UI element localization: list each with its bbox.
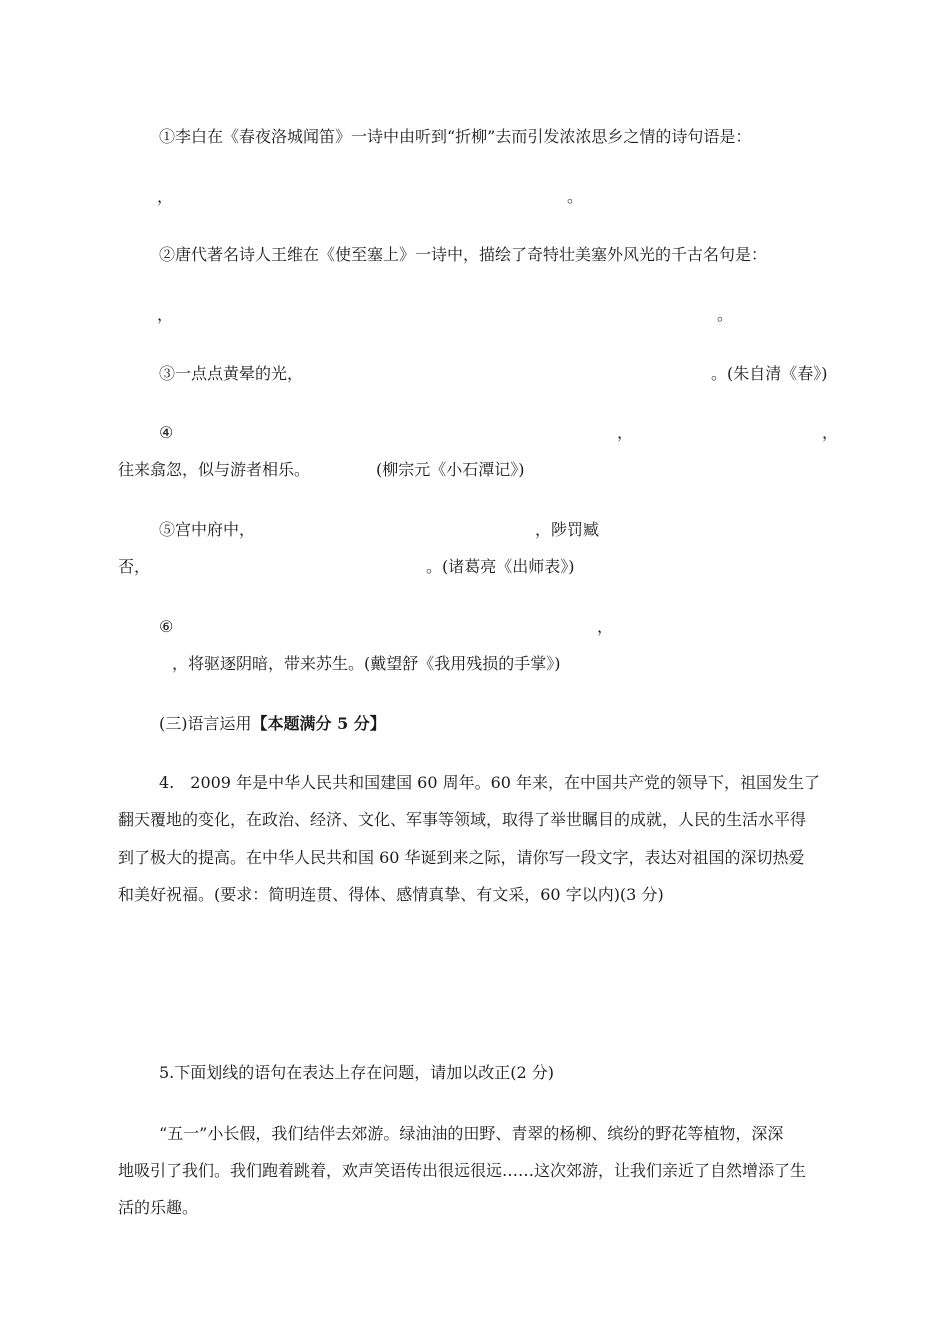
question5-line-3: 活的乐趣。: [118, 1198, 199, 1217]
q6-line2: ，将驱逐阴暗，带来苏生。(戴望舒《我用残损的手掌》): [172, 654, 561, 673]
question4-line-2: 翻天覆地的变化，在政治、经济、文化、军事等领域，取得了举世瞩目的成就，人民的生活水平得: [118, 810, 807, 829]
section3-heading-plain: (三)语言运用: [159, 714, 252, 733]
q2-answer-period: 。: [717, 305, 734, 324]
q6-comma: ，: [597, 617, 614, 636]
q2-answer-comma: ，: [157, 305, 174, 324]
section3-heading: [159, 714, 386, 734]
q5-prefix: ⑤宫中府中，: [159, 520, 256, 539]
q4-line2: 往来翕忽，似与游者相乐。: [118, 460, 311, 479]
q3-prefix: ③一点点黄晕的光，: [159, 364, 304, 383]
q5-mid: ，陟罚臧: [535, 520, 600, 539]
question5-prompt: 5.下面划线的语句在表达上存在问题，请加以改正(2 分): [159, 1063, 555, 1082]
q4-comma-2: ，: [822, 423, 839, 442]
q6-marker: ⑥: [159, 617, 174, 636]
section3-heading-bold: 【本题满分 5 分】: [251, 714, 386, 733]
q4-comma-1: ，: [617, 423, 634, 442]
question5-line-2: 地吸引了我们。我们跑着跳着，欢声笑语传出很远很远……这次郊游，让我们亲近了自然增添了生: [118, 1161, 807, 1180]
q2-prompt: ②唐代著名诗人王维在《使至塞上》一诗中，描绘了奇特壮美塞外风光的千古名句是：: [159, 245, 768, 264]
question4-line-4: 和美好祝福。(要求：简明连贯、得体、感情真挚、有文采，60 字以内)(3 分): [118, 885, 664, 904]
q1-answer-period: 。: [567, 187, 584, 206]
q4-source: (柳宗元《小石潭记》): [376, 460, 525, 479]
q4-marker: ④: [159, 423, 174, 442]
q5-source: 。(诸葛亮《出师表》): [426, 557, 575, 576]
q3-suffix: 。(朱自清《春》): [711, 364, 828, 383]
question4-line-1: 4. 2009 年是中华人民共和国建国 60 周年。60 年来，在中国共产党的领导下，祖国发生了: [159, 773, 821, 792]
question5-line-1: “五一”小长假，我们结伴去郊游。绿油油的田野、青翠的杨柳、缤纷的野花等植物，深深: [159, 1124, 784, 1143]
q1-prompt: ①李白在《春夜洛城闻笛》一诗中由听到“折柳”去而引发浓浓思乡之情的诗句语是：: [159, 127, 752, 146]
q5-line2-prefix: 否，: [118, 557, 151, 576]
question4-line-3: 到了极大的提高。在中华人民共和国 60 华诞到来之际，请你写一段文字，表达对祖国的深切热爱: [118, 848, 805, 867]
q1-answer-comma: ，: [157, 187, 174, 206]
